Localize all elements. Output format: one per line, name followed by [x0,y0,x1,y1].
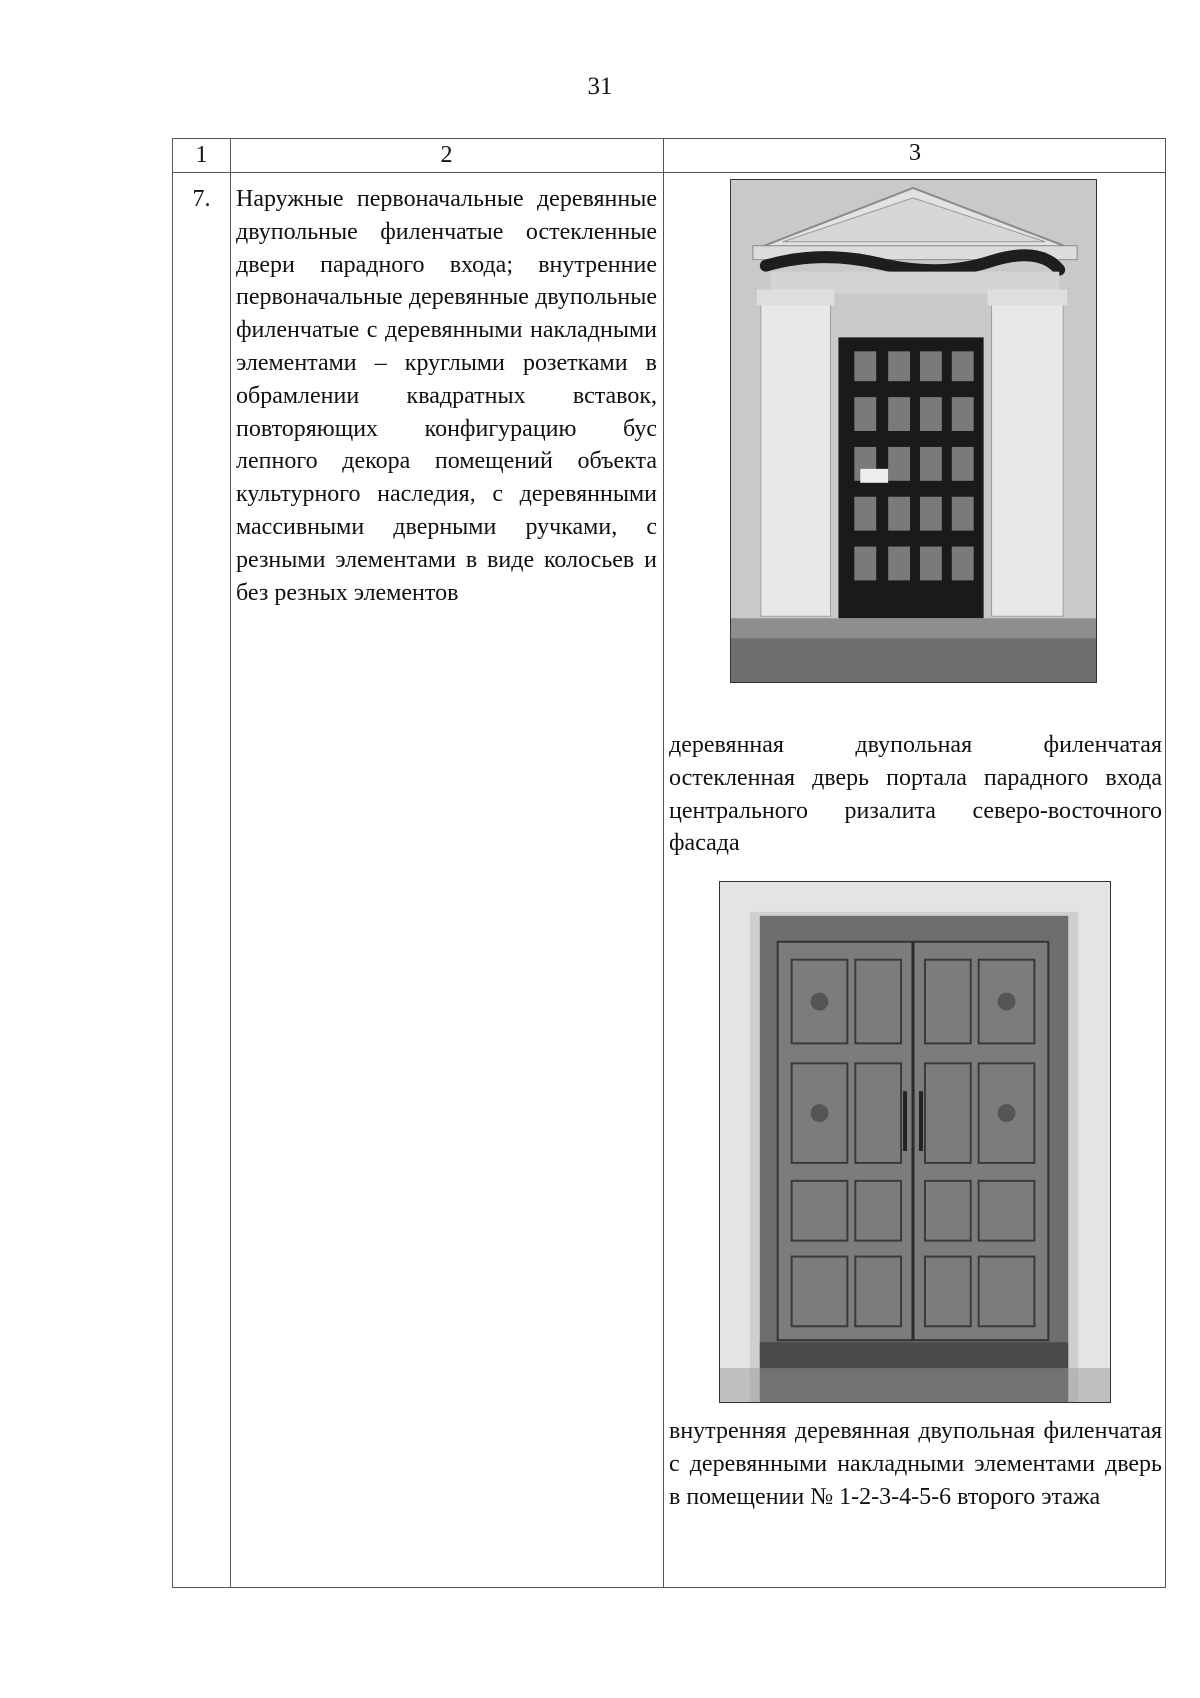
column-header-3: 3 [909,140,921,166]
photo-caption-exterior: деревянная двупольная филенчатая остекленная дверь портала парадного входа центрального ризалита северо-восточного фасада [669,732,1162,857]
photo-exterior-portal-door [730,179,1097,683]
column-header-1: 1 [195,142,208,168]
page-number: 31 [587,73,613,100]
photo-caption-interior: внутренняя деревянная двупольная филенчатая с деревянными накладными элементами дверь в помещении № 1-2-3-4-5-6 второго этажа [669,1418,1162,1510]
column-header-2: 2 [440,142,453,168]
header-divider [173,172,1165,173]
elements-table [172,138,1166,1588]
column-divider [663,139,664,1587]
row-number: 7. [192,186,211,212]
row-description: Наружные первоначальные деревянные двупольные филенчатые остекленные двери парадного входа; внутренние первоначальные деревянные двупольные филенчатые с деревянными накладными элементами – круглыми розетками в обрамлении квадратных вставок, повторяющих конфигурацию бус лепного декора помещений объекта культурного наследия, с деревянными массивными дверными ручками, с резными элементами в виде колосьев и без резных элементов [236,186,657,606]
column-divider [230,139,231,1587]
photo-interior-double-door [719,881,1111,1403]
